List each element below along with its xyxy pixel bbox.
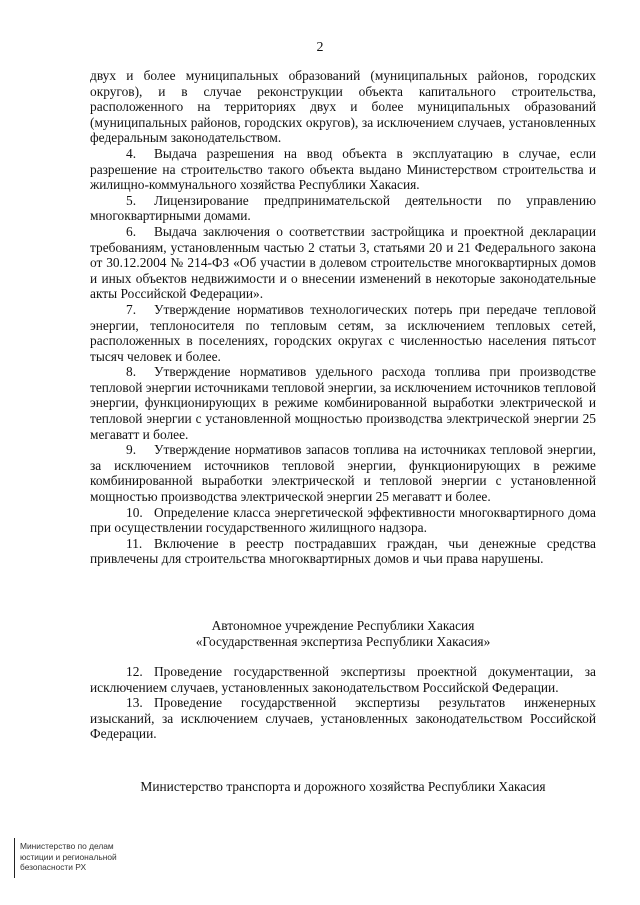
item-number: 4. [126, 145, 137, 161]
item-number: 7. [126, 301, 137, 317]
item-number: 13. [126, 695, 143, 711]
section-heading-transport-ministry: Министерство транспорта и дорожного хозяйства Республики Хакасия [140, 779, 546, 794]
item-text: Утверждение нормативов технологических потерь при передаче тепловой энергии, теплоносителя по тепловым сетям, за исключением тепловых сетей, расположенных в поселениях, городских округах с численностью населения пятьсот тысяч человек и более. [90, 301, 596, 364]
item-number: 8. [126, 364, 137, 380]
stamp-line: безопасности РХ [20, 862, 87, 872]
heading-line: «Государственная экспертиза Республики Хакасия» [195, 634, 491, 649]
item-text: Утверждение нормативов запасов топлива на источниках тепловой энергии, за исключением источников тепловой энергии, функционирующих в режиме комбинированной выработки электрической и тепловой энергии с установленной мощностью производства электрической энергии 25 мегаватт и более. [90, 442, 596, 505]
item-number: 6. [126, 223, 137, 239]
item-number: 12. [126, 664, 143, 679]
document-body-part2 [90, 664, 596, 742]
item-text: Выдача разрешения на ввод объекта в эксплуатацию в случае, если разрешение на строительство такого объекта выдано Министерством строительства и жилищно-коммунального хозяйства Республики Хакасия. [90, 145, 596, 193]
list-item [90, 442, 596, 504]
heading-line: Автономное учреждение Республики Хакасия [211, 618, 475, 633]
list-item [90, 664, 596, 695]
list-item [90, 505, 596, 536]
stamp-line: Министерство по делам [20, 841, 114, 851]
registration-stamp [14, 838, 128, 878]
list-item [90, 536, 596, 567]
item-number: 11. [126, 535, 143, 551]
item-text: Утверждение нормативов удельного расхода топлива при производстве тепловой энергии источниками тепловой энергии, за исключением источников тепловой энергии, функционирующих в режиме комбинированной выработки электрической и тепловой энергии с установленной мощностью производства электрической энергии 25 мегаватт и более. [90, 364, 596, 442]
item-text: Включение в реестр пострадавших граждан, чьи денежные средства привлечены для строительства многоквартирных домов и чьи права нарушены. [90, 535, 596, 567]
item-text: Проведение государственной экспертизы проектной документации, за исключением случаев, установленных законодательством Российской Федерации. [90, 664, 596, 695]
item-number: 9. [126, 442, 137, 458]
list-item [90, 193, 596, 224]
document-body-part1 [90, 68, 596, 567]
item-text: Лицензирование предпринимательской деятельности по управлению многоквартирными домами. [90, 192, 596, 224]
item-text: Выдача заключения о соответствии застройщика и проектной декларации требованиям, установленным частью 2 статьи 3, статьями 20 и 21 Федерального закона от 30.12.2004 № 214-ФЗ «Об участии в долевом строительстве многоквартирных домов и иных объектов недвижимости и о внесении изменений в некоторые законодательные акты Российской Федерации». [90, 223, 596, 302]
list-item [90, 224, 596, 302]
section-heading-state-expertise [90, 618, 596, 650]
list-item [90, 695, 596, 742]
stamp-line: юстиции и региональной [20, 851, 117, 862]
list-item [90, 146, 596, 193]
list-item [90, 302, 596, 364]
item-number: 10. [126, 504, 143, 520]
item-text: Проведение государственной экспертизы результатов инженерных изысканий, за исключением случаев, установленных законодательством Российской Федерации. [90, 695, 596, 742]
item-number: 5. [126, 192, 137, 208]
list-item [90, 364, 596, 442]
intro-paragraph: двух и более муниципальных образований (муниципальных районов, городских округов), и в случае реконструкции объекта капитального строительства, расположенного на территориях двух и более муниципальных образований (муниципальных районов, городских округов), за исключением случаев, установленных федеральным законодательством. [90, 68, 596, 146]
page-number: 2 [316, 40, 324, 55]
item-text: Определение класса энергетической эффективности многоквартирного дома при осуществлении государственного жилищного надзора. [90, 504, 596, 536]
